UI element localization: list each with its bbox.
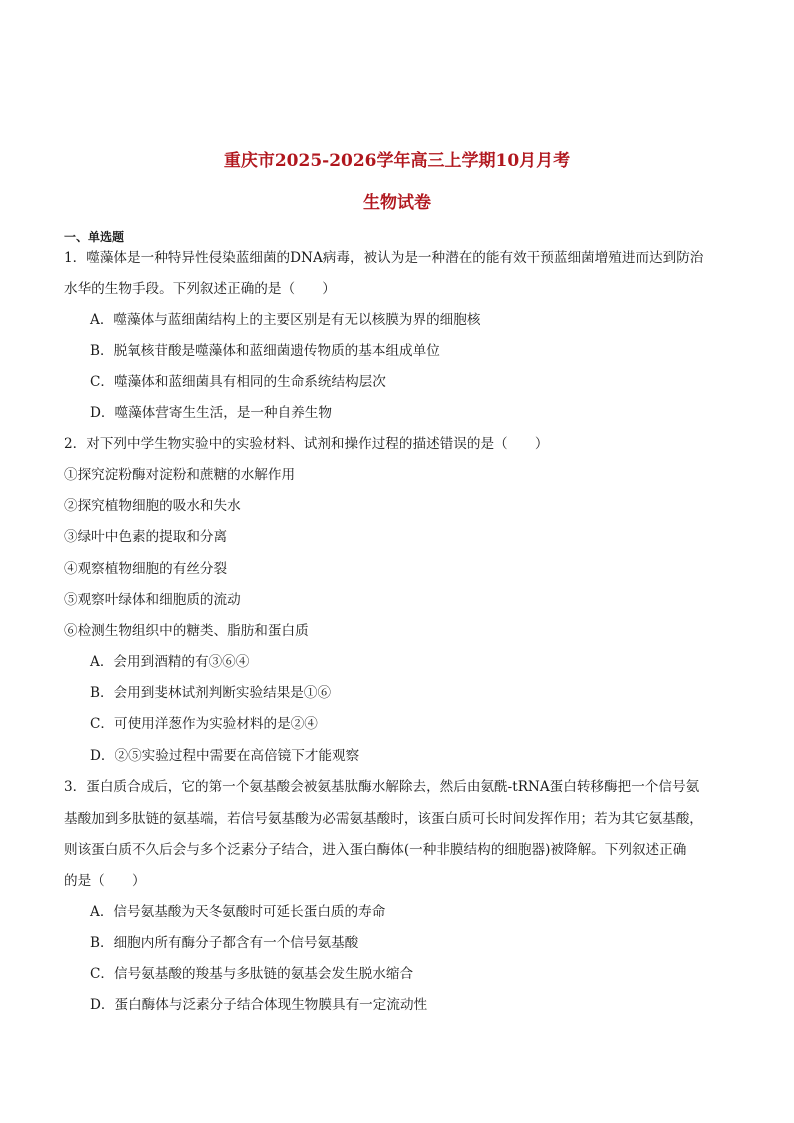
q1-stem-line-1: 1．噬藻体是一种特异性侵染蓝细菌的DNA病毒，被认为是一种潜在的能有效干预蓝细菌增殖进而达到防治 <box>64 250 704 266</box>
q3-stem-line-4: 的是（ ） <box>64 873 146 889</box>
exam-subtitle: 生物试卷 <box>363 193 431 213</box>
q2-option-d: D．②⑤实验过程中需要在高倍镜下才能观察 <box>90 748 360 764</box>
q2-item-4: ④观察植物细胞的有丝分裂 <box>64 561 228 577</box>
q1-stem-line-2: 水华的生物手段。下列叙述正确的是（ ） <box>64 281 336 297</box>
q2-option-b: B．会用到斐林试剂判断实验结果是①⑥ <box>90 685 332 701</box>
q3-option-c: C．信号氨基酸的羧基与多肽链的氨基会发生脱水缩合 <box>90 966 414 982</box>
q1-option-b: B．脱氧核苷酸是噬藻体和蓝细菌遗传物质的基本组成单位 <box>90 343 440 359</box>
q1-option-c: C．噬藻体和蓝细菌具有相同的生命系统结构层次 <box>90 374 386 390</box>
q2-item-5: ⑤观察叶绿体和细胞质的流动 <box>64 592 241 608</box>
q2-item-1: ①探究淀粉酶对淀粉和蔗糖的水解作用 <box>64 467 296 483</box>
section-heading: 一、单选题 <box>64 230 125 244</box>
q1-option-a: A．噬藻体与蓝细菌结构上的主要区别是有无以核膜为界的细胞核 <box>90 312 481 328</box>
q3-stem-line-3: 则该蛋白质不久后会与多个泛素分子结合，进入蛋白酶体(一种非膜结构的细胞器)被降解。下列叙述正确 <box>64 842 687 858</box>
q2-item-6: ⑥检测生物组织中的糖类、脂肪和蛋白质 <box>64 623 309 639</box>
q2-option-c: C．可使用洋葱作为实验材料的是②④ <box>90 716 318 732</box>
q2-item-2: ②探究植物细胞的吸水和失水 <box>64 498 241 514</box>
q2-option-a: A．会用到酒精的有③⑥④ <box>90 654 250 670</box>
q3-stem-line-1: 3．蛋白质合成后，它的第一个氨基酸会被氨基肽酶水解除去，然后由氨酰-tRNA蛋白转移酶把一个信号氨 <box>64 779 700 795</box>
exam-title: 重庆市2025-2026学年高三上学期10月月考 <box>223 151 571 171</box>
q3-option-a: A．信号氨基酸为天冬氨酸时可延长蛋白质的寿命 <box>90 904 386 920</box>
q1-option-d: D．噬藻体营寄生生活，是一种自养生物 <box>90 405 332 421</box>
q3-stem-line-2: 基酸加到多肽链的氨基端，若信号氨基酸为必需氨基酸时，该蛋白质可长时间发挥作用；若为其它氨基酸， <box>64 811 703 827</box>
q2-item-3: ③绿叶中色素的提取和分离 <box>64 529 228 545</box>
q2-stem-line-1: 2．对下列中学生物实验中的实验材料、试剂和操作过程的描述错误的是（ ） <box>64 436 549 452</box>
q3-option-d: D．蛋白酶体与泛素分子结合体现生物膜具有一定流动性 <box>90 997 428 1013</box>
q3-option-b: B．细胞内所有酶分子都含有一个信号氨基酸 <box>90 935 359 951</box>
